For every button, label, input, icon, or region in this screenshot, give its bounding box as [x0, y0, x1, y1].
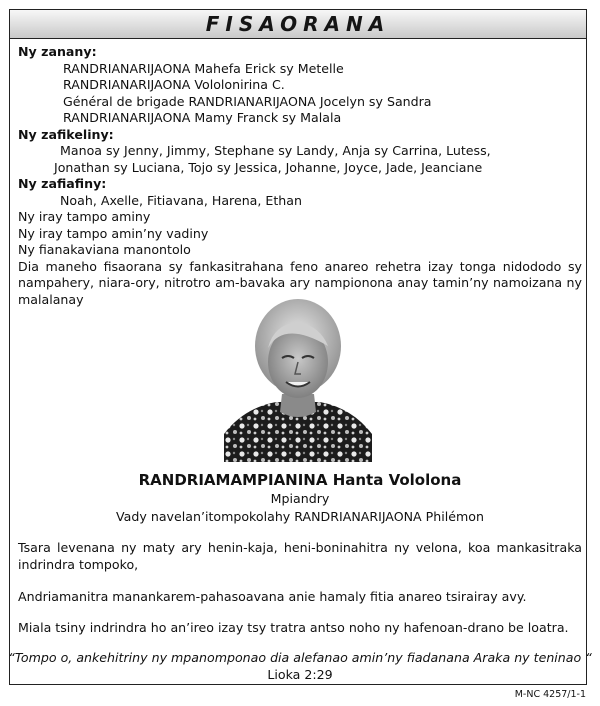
- bible-quote: “Tompo o, ankehitriny ny mpanomponao dia alefanao amin’ny fiadanana Araka ny teninao “: [8, 650, 592, 665]
- zanany-item: Général de brigade RANDRIANARIJAONA Jocelyn sy Sandra: [63, 93, 432, 109]
- relative-line: Ny fianakaviana manontolo: [18, 242, 191, 257]
- deceased-role: Mpiandry: [270, 491, 330, 506]
- zafikeliny-label: Ny zafikeliny:: [18, 126, 114, 142]
- deceased-spouse: Vady navelan’itompokolahy RANDRIANARIJAONA Philémon: [116, 509, 484, 524]
- zafiafiny-label: Ny zafiafiny:: [18, 176, 107, 191]
- thanks-paragraph: Dia maneho fisaorana sy fankasitrahana feno anareo rehetra izay tonga nidododo sy nampahery, niara-ory, nitrotro am-bavaka ary nampionona anay tamin’ny namoizana ny malalanay: [18, 258, 582, 307]
- relative-line: Ny iray tampo amin’ny vadiny: [18, 225, 209, 241]
- zafiafiny-line: Noah, Axelle, Fitiavana, Harena, Ethan: [60, 192, 302, 208]
- zanany-item: RANDRIANARIJAONA Mamy Franck sy Malala: [63, 110, 342, 125]
- bible-reference: Lioka 2:29: [267, 667, 333, 682]
- blessing-paragraph: Andriamanitra manankarem-pahasoavana anie hamaly fitia anareo tsirairay avy.: [18, 589, 527, 604]
- notice-code: M-NC 4257/1-1: [514, 689, 586, 700]
- zafikeliny-line: Manoa sy Jenny, Jimmy, Stephane sy Landy, Anja sy Carrina, Lutess,: [60, 143, 491, 158]
- deceased-name: RANDRIAMAMPIANINA Hanta Vololona: [138, 471, 462, 489]
- portrait-photo: [224, 296, 372, 462]
- zanany-item: RANDRIANARIJAONA Mahefa Erick sy Metelle: [63, 60, 344, 76]
- zanany-label: Ny zanany:: [18, 44, 97, 59]
- notice-title: FISAORANA: [205, 11, 391, 36]
- notice-header: [9, 9, 587, 39]
- gratitude-paragraph: Tsara levenana ny maty ary henin-kaja, heni-boninahitra ny velona, koa mankasitraka indrindra tompoko,: [18, 540, 582, 572]
- zanany-item: RANDRIANARIJAONA Vololonirina C.: [63, 77, 285, 92]
- relative-line: Ny iray tampo aminy: [18, 209, 151, 224]
- family-section: [18, 44, 582, 308]
- apology-paragraph: Miala tsiny indrindra ho an’ireo izay tsy tratra antso noho ny hafenoan-drano be loatra.: [18, 620, 569, 635]
- zafikeliny-line: Jonathan sy Luciana, Tojo sy Jessica, Johanne, Joyce, Jade, Jeanciane: [54, 159, 483, 175]
